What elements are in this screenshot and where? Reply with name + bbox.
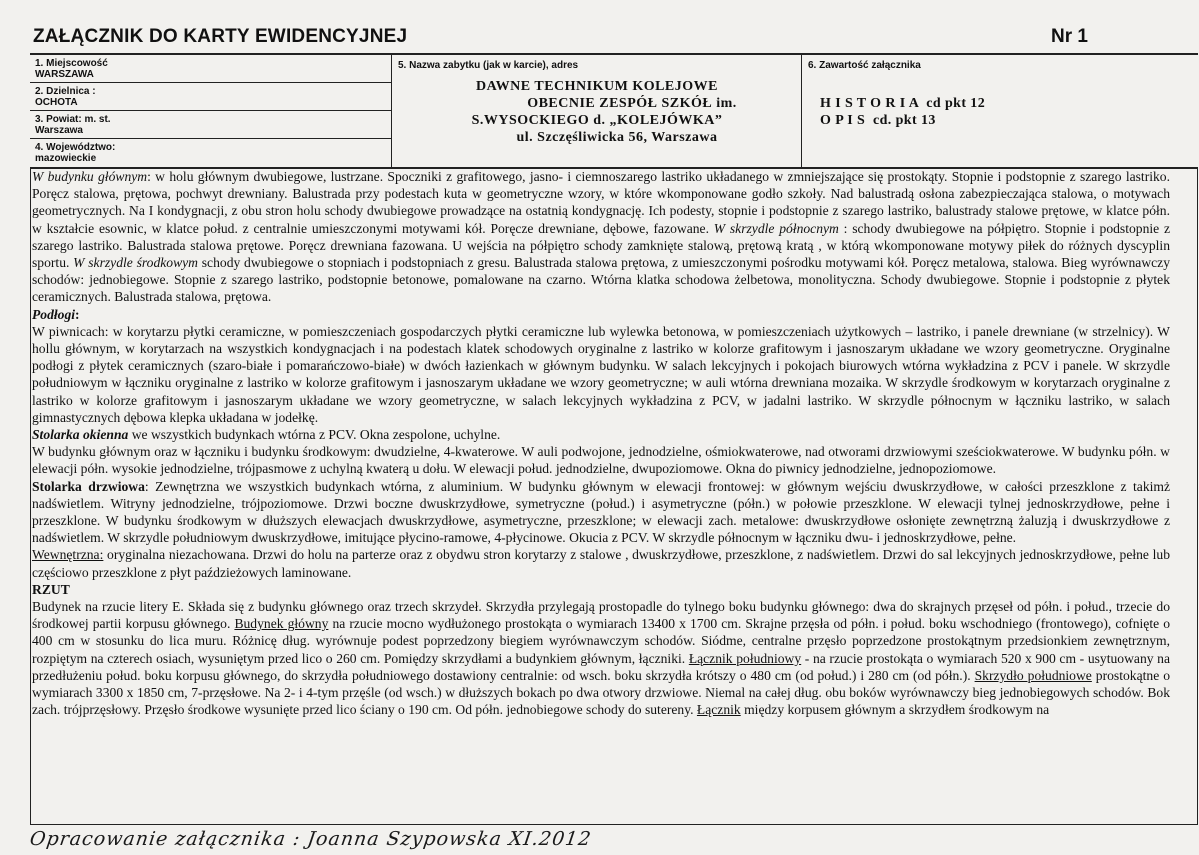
paragraph-plan: [32, 598, 1170, 718]
section-heading: Stolarka drzwiowa: [32, 478, 145, 494]
field-powiat: [30, 111, 392, 139]
paragraph-text: - na rzucie prostokąta o wymiarach 520 x 900 cm - usytuowany na przedłużeniu połud. boku korpusu głównego, do skrzydła południowego dostawiony centralnie: od wsch. boku skrzydła krótszy o 480 cm (od połud.) i 280 cm (od półn.).: [32, 650, 1170, 683]
field-value: OCHOTA: [35, 97, 78, 108]
location-column: [30, 55, 392, 168]
underlined-term: Budynek główny: [234, 616, 329, 632]
paragraph-text: schody dwubiegowe o stopniach i podstopniach z gresu. Balustrada stalowa prętowa, z umieszczonymi pośrodku motywami kół. Poręcz metalowa, stalowa. Bieg wyrównawczy schodów: jednobiegowe. Stopnie z szarego lastriko, podstopnie betonowe, pomalowane na czarno. Wtórna klatka schodowa żelbetowa, monolityczna. Schody dwubiegowe. Stopnie i podstopnie z płytek ceramicznych. Balustrada stalowa, prętowa.: [32, 255, 1170, 305]
paragraph-stairs: [32, 168, 1170, 306]
header-table: [30, 55, 1198, 168]
field-dzielnica: [30, 83, 392, 111]
section-heading: W budynku głównym: [32, 169, 148, 184]
section-heading: Podłogi: [32, 306, 76, 322]
object-name: [397, 78, 797, 146]
field-value: Warszawa: [35, 125, 83, 136]
paragraph-doors: [32, 478, 1170, 547]
content-line: H I S T O R I A cd pkt 12: [820, 96, 986, 111]
field-label: 5. Nazwa zabytku (jak w karcie), adres: [398, 60, 579, 71]
document-body: [32, 168, 1170, 719]
content-column: [802, 55, 1198, 168]
paragraph-windows-intro: [32, 426, 1170, 443]
object-name-line: S.WYSOCKIEGO d. „KOLEJÓWKA”: [471, 113, 723, 128]
section-heading-suffix: :: [75, 306, 80, 322]
object-name-line: OBECNIE ZESPÓŁ SZKÓŁ im.: [527, 96, 737, 111]
field-value: WARSZAWA: [35, 69, 94, 80]
field-wojewodztwo: [30, 139, 392, 167]
paragraph-text: : Zewnętrzna we wszystkich budynkach wtórna, z aluminium. W budynku głównym w elewacji frontowej: w głównym wejściu dwuskrzydłowe, w całości przeszklone z takimż nadświetlem. Witryny jednodzielne, trójpoziomowe. Drzwi boczne dwuskrzydłowe, symetryczne (połud.) i asymetryczne (półn.) w połowie przeszklone. W elewacji tylnej jednoskrzydłowe, pełne i przeszklone. W budynku środkowym w dłuższych elewacjach dwuskrzydłowe, asymetryczne, przeszklone; w elewacji zach. metalowe: dwuskrzydłowe osłonięte zewnętrzną żaluzją i dwuskrzydłowe z nadświetlem. W skrzydle południowym dwuskrzydłowe, imitujące płycino-ramowe, 4-płycinowe. Okucia z PCV. W skrzydle północnym w łączniku dwu- i jednoskrzydłowe, pełne.: [32, 478, 1170, 546]
handwritten-signature: Opracowanie załącznika : Joanna Szypowska XI.2012: [28, 828, 593, 850]
field-label: 4. Województwo:: [35, 142, 116, 153]
paragraph-interior-doors: [32, 546, 1170, 580]
paragraph-text: Budynek na rzucie litery E. Składa się z budynku głównego oraz trzech skrzydeł. Skrzydła przylegają prostopadle do tylnego boku budynku głównego: dwa do skrajnych przęseł od półn. i połud., trzecie do środkowej partii korpusu głównego.: [32, 599, 1170, 632]
paragraph-text: na rzucie mocno wydłużonego prostokąta o wymiarach 13400 x 1700 cm. Skrajne przęsła od półn. i połud. boku wschodniego (frontowego), cofnięte o 400 cm w stosunku do lica muru. Różnicę dług. wyrównuje podest poprzedzony biegiem wyrównawczym schodów. Siódme, centralne przęsło poprzedzone prostokątnym przedsionkiem zewnętrznym, rozpiętym na czterech osiach, wysuniętym przed lico o 260 cm. Pomiędzy skrzydłami a budynkiem głównym, łączniki.: [32, 616, 1171, 666]
underlined-term: Łącznik: [696, 702, 741, 718]
heading-podlogi: [32, 306, 1170, 323]
content-line: O P I S cd. pkt 13: [820, 113, 936, 128]
field-miejscowosc: [30, 55, 392, 83]
paragraph-text: we wszystkich budynkach wtórna z PCV. Okna zespolone, uchylne.: [128, 427, 501, 443]
field-label: 3. Powiat: m. st.: [35, 114, 111, 125]
underlined-term: Skrzydło południowe: [974, 667, 1092, 683]
object-name-line: DAWNE TECHNIKUM KOLEJOWE: [476, 79, 718, 94]
paragraph-text: między korpusem głównym a skrzydłem środkowym na: [740, 702, 1050, 718]
section-heading: RZUT: [32, 581, 70, 597]
field-label: 6. Zawartość załącznika: [808, 60, 921, 71]
section-heading: Wewnętrzna:: [32, 547, 104, 563]
section-heading: W skrzydle północnym: [713, 220, 839, 236]
field-label: 1. Miejscowość: [35, 58, 108, 69]
section-heading: W skrzydle środkowym: [73, 255, 198, 271]
underlined-term: Łącznik południowy: [688, 650, 802, 666]
paragraph-text: prostokątne o wymiarach 3300 x 1850 cm, 7-przęsłowe. Na 2- i 4-tym przęśle (od wsch.) w dłuższych bokach po dwa otwory drzwiowe. Niemal na całej dług. obu boków wyrównawczy bieg jednobiegowych schodów. Bok zach. trójprzęsłowy. Przęsło środkowe wysunięte przed lico ściany o 190 cm. Od półn. jednobiegowe schody do sutereny.: [32, 667, 1170, 718]
paragraph-text: : schody dwubiegowe na półpiętro. Stopnie i podstopnie z szarego lastriko. Balustrada stalowa prętowe. Poręcz drewniana fazowana. U wejścia na półpiętro schody zamknięte stalową, prętową kratą , w którą wkomponowane motywy piłek do różnych dyscyplin sportu.: [32, 220, 1171, 271]
paragraph-windows: W budynku głównym oraz w łączniku i budynku środkowym: dwudzielne, 4-kwaterowe. W auli podwojone, jednodzielne, ośmiokwaterowe, nad otworami drzwiowymi sześciokwaterowe. W budynku półn. w elewacji półn. wysokie jednodzielne, trójpasmowe z uchylną kwaterą u dołu. W elewacji połud. jednodzielne, dwupoziomowe. Okna do piwnicy jednodzielne, jednopoziomowe.: [32, 444, 1170, 477]
field-value: mazowieckie: [35, 153, 97, 164]
object-name-column: [392, 55, 802, 168]
paragraph-text: oryginalna niezachowana. Drzwi do holu na parterze oraz z obydwu stron korytarzy z stalowe , dwuskrzydłowe, przeszklone, z nadświetlem. Drzwi do sal lekcyjnych jednoskrzydłowe, pełne lub częściowo przeszklone z płyt paździeżowych laminowane.: [32, 547, 1170, 580]
content-spec: [820, 95, 985, 129]
heading-rzut: [32, 581, 1170, 598]
paragraph-text: : w holu głównym dwubiegowe, lustrzane. Spoczniki z grafitowego, jasno- i ciemnoszarego lastriko układanego w zmniejszające się prostokąty. Stopnie i podstopnie z szarego lastriko. Poręcz stalowa, prętowa, pochwyt drewniany. Balustrada przy podestach kuta w geometryczne wzory, w które wkomponowane godło szkoły. Nad balustradą osłona zabezpieczająca stalowa, o motywach geometrycznych. Na I kondygnacji, z obu stron holu schody dwubiegowe prowadzące na ostatnią kondygnację. Ich podesty, stopnie i podstopnie z szarego lastriko, balustrady stalowe prętowe, w klatce półn. w kształcie esownic, w klatce połud. z centralnie umieszczonymi motywami kół. Poręcze drewniane, dębowe, fazowane.: [32, 169, 1170, 236]
object-name-line: ul. Szczęśliwicka 56, Warszawa: [516, 130, 718, 145]
section-heading: Stolarka okienna: [32, 427, 129, 443]
page-title: ZAŁĄCZNIK DO KARTY EWIDENCYJNEJ: [33, 26, 408, 47]
field-label: 2. Dzielnica :: [35, 86, 96, 97]
paragraph-floors: W piwnicach: w korytarzu płytki ceramiczne, w pomieszczeniach gospodarczych płytki ceramiczne lub wylewka betonowa, w pomieszczeniach użytkowych – lastriko, i panele drewniane (w strzelnicy). W hollu głównym, w korytarzach na wszystkich kondygnacjach i na podestach klatek schodowych oryginalne z lastriko w kolorze grafitowym i jasnoszarym układane we wzory geometryczne. Oryginalne podłogi z płytek ceramicznych (szaro-białe i pomarańczowo-białe) w dwóch łazienkach w głównym budynku. W salach lekcyjnych i pokojach biurowych wtórna wykładzina z PCV i panele. W skrzydle południowym w łączniku oryginalne z lastriko w kolorze grafitowym i jasnoszarym układane we wzory geometryczne; w auli wtórna drewniana mozaika. W skrzydle środkowym w korytarzach oryginalne z lastriko w kolorze grafitowym i jasnoszarym układane we wzory geometryczne, w salach lekcyjnych wykładzina z PCV, w jadalni lastriko. W skrzydle północnym w łączniku lastriko, w salach gimnastycznych dębowa klepka układana w jodełkę.: [32, 323, 1170, 425]
attachment-number: Nr 1: [1051, 26, 1088, 47]
